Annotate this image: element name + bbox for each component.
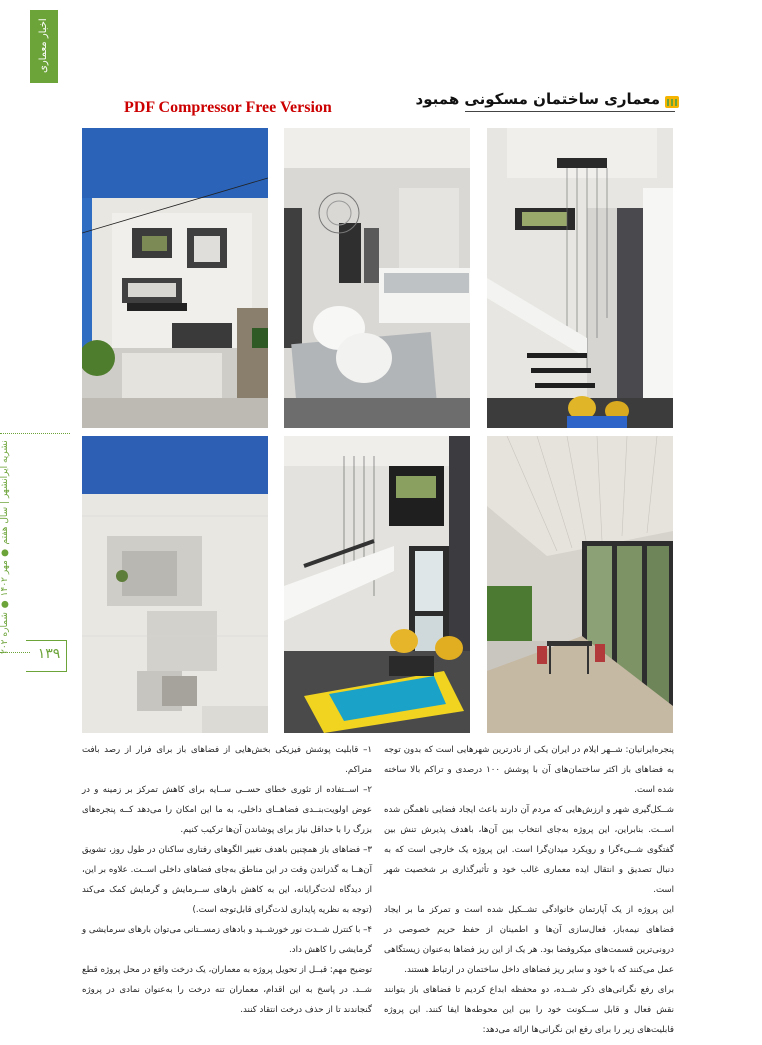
- photo-facade-front: [82, 128, 268, 428]
- paragraph: برای رفع نگرانی‌های ذکر شــده، دو محفظه ابداع کردیم تا فضاهای باز بتوانند نقش فعال و قابل ســکونت خود را بین این محوطه‌ها ایفا کنند. این پروژه قابلیت‌های زیر را برای رفع این نگرانی‌ها ارائه می‌دهد:: [384, 985, 674, 1035]
- text-column-right: [384, 740, 674, 1040]
- paragraph: ۱– قابلیت پوشش فیزیکی بخش‌هایی از فضاهای باز برای فرار از رصد بافت متراکم.: [82, 745, 372, 775]
- title-underline: [465, 111, 675, 112]
- divider: [0, 652, 30, 653]
- page-number: ۱۳۹: [37, 646, 61, 662]
- text-column-left: [82, 740, 372, 1020]
- photo-terrace: [487, 436, 673, 733]
- watermark: PDF Compressor Free Version: [124, 99, 332, 116]
- paragraph: ۳– فضاهای باز همچنین باهدف تغییر الگوهای رفتاری ساکنان در طول روز، تشویق آن‌هــا به گذراندن وقت در این مناطق به‌جای فضاهای داخلی اســت. علاوه بر این، از دیدگاه لذت‌گرایانه، این به کاهش بارهای ســرمایش و گرمایش کمک می‌کند (توجه به نظریه پایداری لذت‌گرای قابل‌توجه است.): [82, 845, 372, 915]
- paragraph: این پروژه از یک آپارتمان خانوادگی تشــکیل شده است و تمرکز ما بر ایجاد فضاهای نیمه‌باز، فعال‌سازی آن‌ها و اطمینان از حفظ حریم خصوصی در درونی‌ترین قسمت‌های میکروفضا بود. هر یک از این ریز فضاها به‌عنوان زیستگاهی عمل می‌کنند که با خود و سایر ریز فضاهای داخل ساختمان در ارتباط هستند.: [384, 905, 674, 975]
- photo-bedroom: [284, 128, 470, 428]
- magazine-info: نشریه ایرانشهر | سال هفتم ● مهر ۱۴۰۲ ● شماره ۲۰۲: [0, 440, 10, 654]
- page-title: معماری ساختمان مسکونی همبود: [415, 90, 660, 108]
- paragraph: شــکل‌گیری شهر و ارزش‌هایی که مردم آن دارند باعث ایجاد فضایی ناهمگن شده اســت. بنابراین، این پروژه به‌جای انتخاب بین آن‌ها، باهدف پذیرش تنش بین گفتگوی شــیءگرا و رویکرد میدان‌گرا است. این پروژه یک خارجی است که به دنبال تصدیق و انتقال ایده معماری غالب خود و تأثیرگذاری بر شخصیت شهر است.: [384, 805, 674, 895]
- section-tab-label: اخبار معماری: [38, 18, 49, 74]
- paragraph: ۲– اســتفاده از تئوری خطای حســی ســایه برای کاهش تمرکز بر زمینه و در عوض اولویت‌بنــدی فضاهــای داخلی، به ما این امکان را می‌دهد کــه پنجره‌های بزرگ را با حداقل نیاز برای پوشاندن آن‌ها ترکیب کنیم.: [82, 785, 372, 835]
- photo-stair-void: [487, 128, 673, 428]
- divider: [0, 433, 70, 434]
- title-bullet-icon: [665, 96, 679, 108]
- photo-living-stair: [284, 436, 470, 733]
- paragraph: پنجره‌ایرانیان: شــهر ایلام در ایران یکی از نادرترین شهرهایی است که بدون توجه به فضاهای باز اکثر ساختمان‌های آن با پوشش ۱۰۰ درصدی و تراکم بالا ساخته شده است.: [384, 745, 674, 795]
- photo-facade-detail: [82, 436, 268, 733]
- paragraph: توضیح مهم: قبــل از تحویل پروژه به معماران، یک درخت واقع در محل پروژه قطع شــد. در پاسخ به این اقدام، معماران تنه درخت را به‌عنوان نمادی در پروژه گنجاندند تا از حذف درخت انتقاد کنند.: [82, 965, 372, 1015]
- paragraph: ۴– با کنترل شــدت نور خورشــید و بادهای زمســتانی می‌توان بارهای سرمایشی و گرمایشی را کاهش داد.: [82, 925, 372, 955]
